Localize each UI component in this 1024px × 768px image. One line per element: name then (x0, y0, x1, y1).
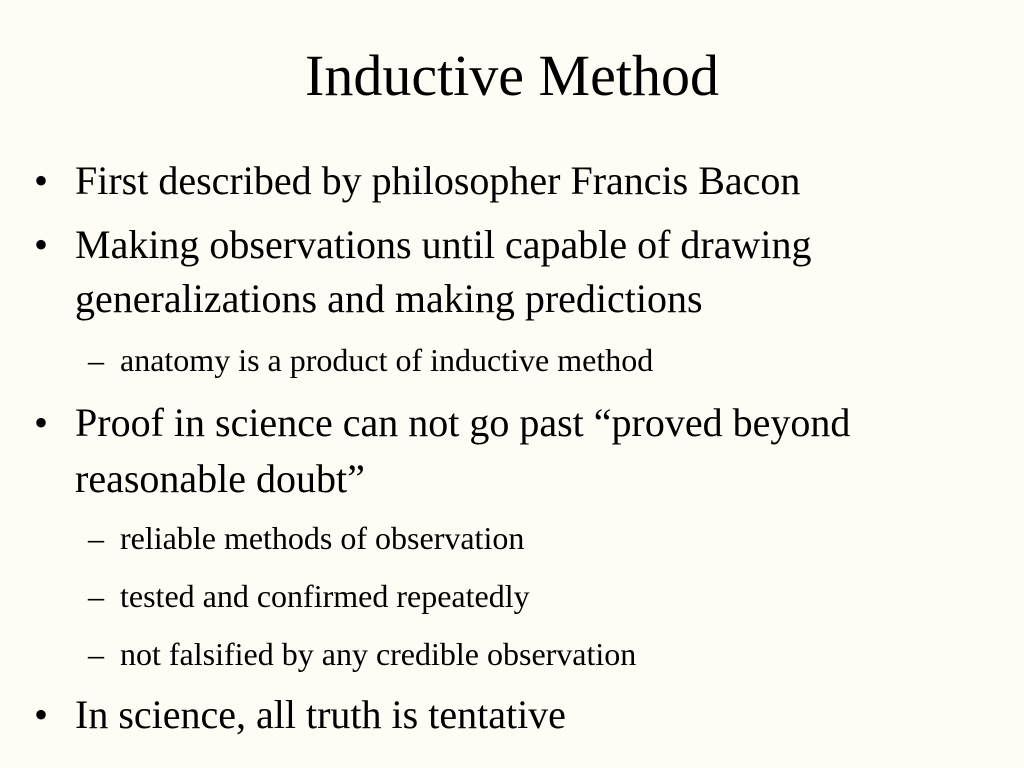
bullet-text: reasonable doubt” (75, 456, 365, 501)
slide-title: Inductive Method (305, 43, 719, 108)
bullet-text: First described by philosopher Francis Bacon (75, 158, 801, 203)
bullet-text: Making observations until capable of drawing (75, 222, 812, 267)
bullet-marker: • (34, 692, 49, 737)
sub-bullet-text: not falsified by any credible observation (120, 636, 637, 672)
bullet-text: Proof in science can not go past “proved beyond (75, 400, 851, 445)
sub-bullet-text: tested and confirmed repeatedly (120, 578, 530, 614)
bullet-marker: • (34, 400, 49, 445)
sub-bullet-text: anatomy is a product of inductive method (120, 342, 654, 378)
sub-bullet-text: reliable methods of observation (120, 520, 525, 556)
bullet-text: In science, all truth is tentative (75, 692, 566, 737)
sub-bullet-marker: – (88, 636, 104, 672)
bullet-text: generalizations and making predictions (75, 276, 703, 321)
bullet-marker: • (34, 222, 49, 267)
bullet-marker: • (34, 158, 49, 203)
sub-bullet-marker: – (88, 342, 104, 378)
sub-bullet-marker: – (88, 578, 104, 614)
sub-bullet-marker: – (88, 520, 104, 556)
